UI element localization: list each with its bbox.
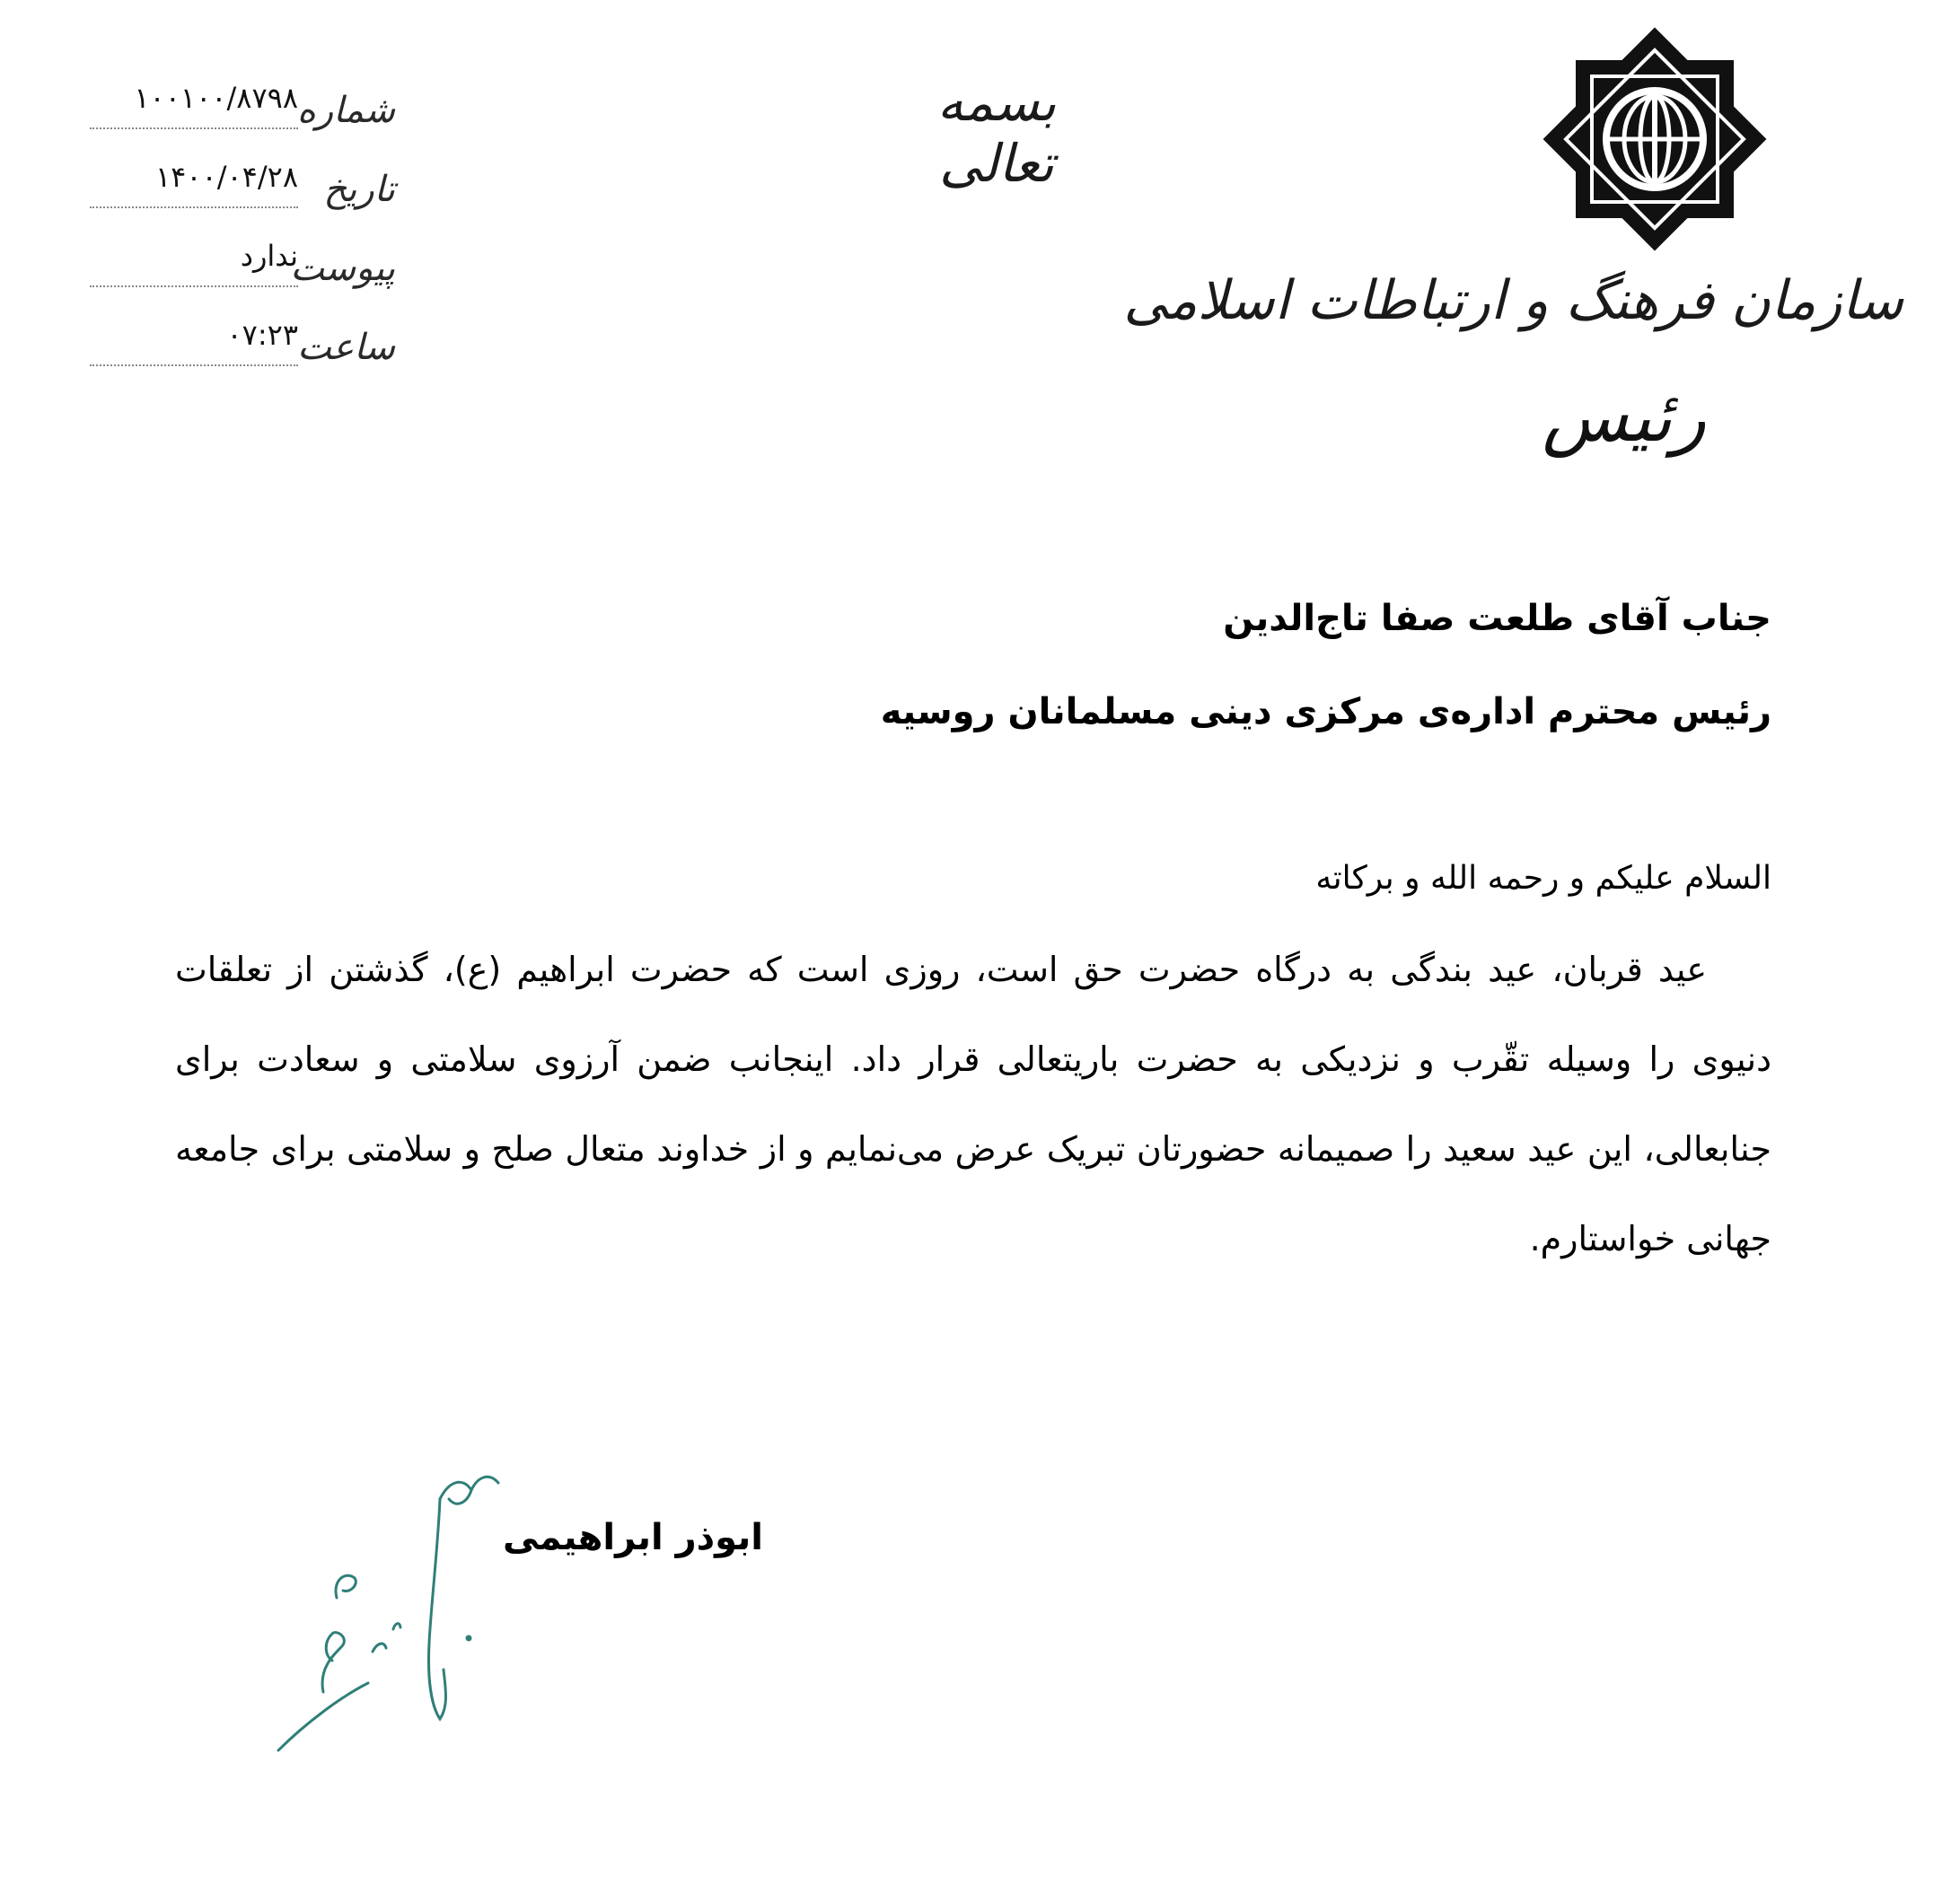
reference-number-value: ۱۰۰۱۰۰/۸۷۹۸ [90, 81, 298, 129]
reference-date-label: تاریخ [323, 169, 395, 210]
reference-number-label: شماره [296, 90, 395, 131]
reference-time-value: ۰۷:۲۳ [90, 318, 298, 366]
letter-body: عید قربان، عید بندگی به درگاه حضرت حق است، روزی است که حضرت ابراهیم (ع)، گذشتن از تعلقات دنیوی را وسیله تقّرب و نزدیکی به حضرت باریتعالی قرار داد. اینجانب ضمن آرزوی سلامتی و سعادت برای جنابعالی، این عید سعید را صمیمانه حضورتان تبریک عرض می‌نمایم و از خداوند متعال صلح و سلامتی برای جامعه جهانی خواستارم. [175, 950, 1771, 1258]
reference-date-row [90, 160, 395, 232]
reference-attachment-value: ندارد [90, 239, 298, 287]
reference-number-row [90, 81, 395, 153]
handwritten-signature [269, 1463, 503, 1759]
addressee-position: رئیس محترم اداره‌ی مرکزی دینی مسلمانان روسیه [880, 691, 1771, 732]
reference-attachment-label: پیوست [290, 248, 395, 289]
signatory-name: ابوذر ابراهیمی [503, 1517, 763, 1558]
addressee-name: جناب آقای طلعت صفا تاج‌الدین [1223, 598, 1771, 639]
reference-date-value: ۱۴۰۰/۰۴/۲۸ [90, 160, 298, 208]
reference-attachment-row [90, 239, 395, 311]
organization-name: سازمان فرهنگ و ارتباطات اسلامی [1123, 269, 1903, 332]
reference-time-row [90, 318, 395, 390]
organization-title: رئیس [1542, 377, 1706, 458]
greeting-line: السلام علیکم و رحمه الله و برکاته [1315, 860, 1771, 897]
bismillah-heading: بسمه تعالی [936, 72, 1057, 194]
islamic-emblem-icon [1543, 27, 1767, 251]
reference-time-label: ساعت [297, 327, 395, 368]
